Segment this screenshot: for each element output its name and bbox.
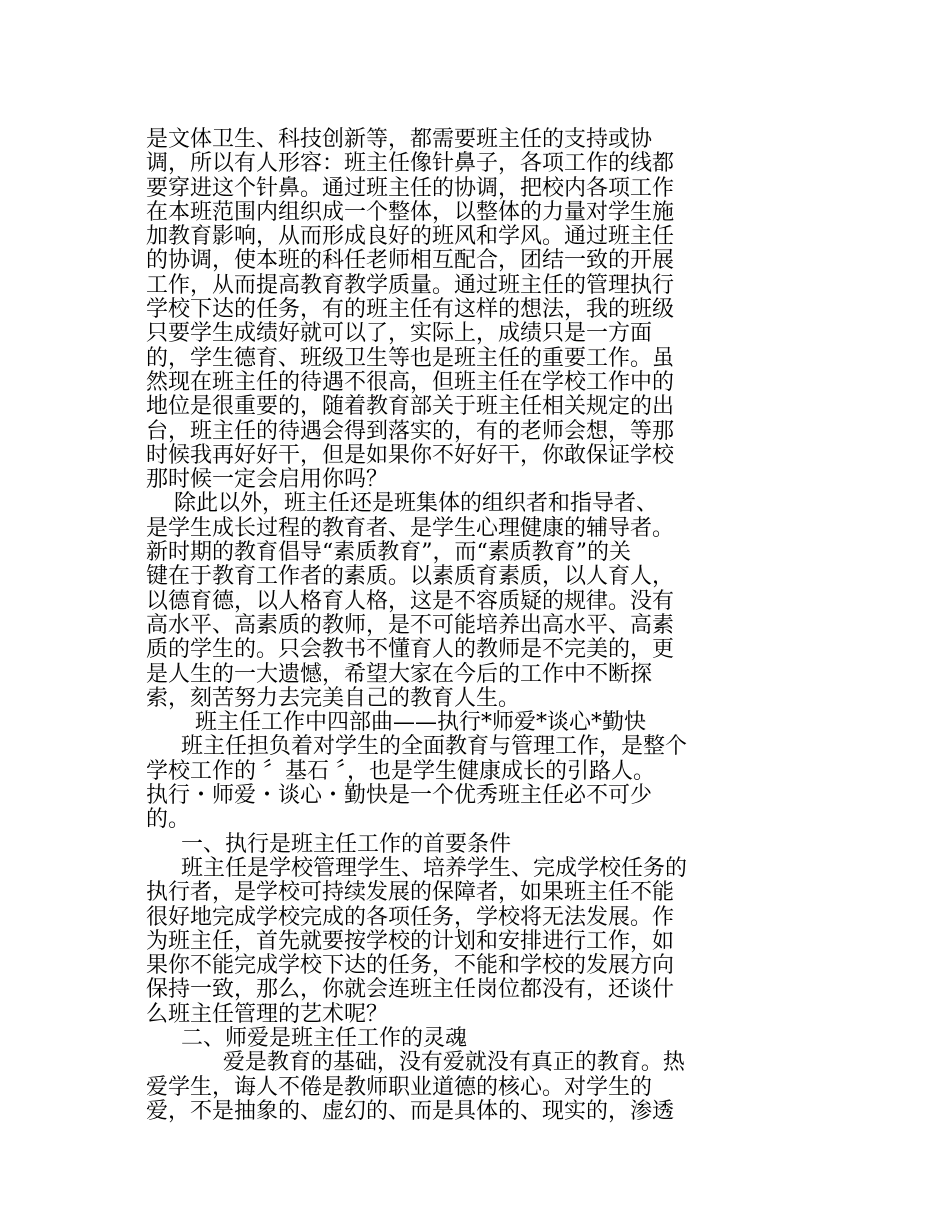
text-line: 执行者，是学校可持续发展的保障者，如果班主任不能 (146, 880, 675, 906)
text-line: 执行・师爱・谈心・勤快是一个优秀班主任必不可少 (146, 783, 653, 809)
subsection-heading: 二、师爱是班主任工作的灵魂 (146, 1025, 467, 1051)
text-line: 键在于教育工作者的素质。以素质育素质，以人育人， (146, 564, 675, 590)
text-line: 的，学生德育、班级卫生等也是班主任的重要工作。虽 (146, 345, 675, 371)
text-line: 然现在班主任的待遇不很高，但班主任在学校工作中的 (146, 369, 675, 395)
text-line: 台，班主任的待遇会得到落实的，有的老师会想，等那 (146, 418, 675, 444)
text-line: 时候我再好好干，但是如果你不好好干，你敢保证学校 (146, 442, 675, 468)
text-line: 要穿进这个针鼻。通过班主任的协调，把校内各项工作 (146, 175, 675, 201)
subsection-heading: 一、执行是班主任工作的首要条件 (146, 831, 511, 857)
text-line: 么班主任管理的艺术呢？ (146, 1001, 389, 1027)
text-line: 是文体卫生、科技创新等，都需要班主任的支持或协 (146, 127, 653, 152)
text-line: 索，刻苦努力去完美自己的教育人生。 (146, 685, 521, 711)
text-line: 在本班范围内组织成一个整体，以整体的力量对学生施 (146, 199, 675, 225)
document-body (146, 128, 766, 1124)
text-line: 的协调，使本班的科任老师相互配合，团结一致的开展 (146, 248, 675, 274)
text-line: 高水平、高素质的教师，是不可能培养出高水平、高素 (146, 612, 675, 638)
text-line: 以德育德，以人格育人格，这是不容质疑的规律。没有 (146, 588, 675, 614)
text-line: 新时期的教育倡导“素质教育”，而“素质教育”的关 (146, 540, 631, 566)
text-line: 班主任担负着对学生的全面教育与管理工作，是整个 (146, 734, 687, 760)
text-line: 爱学生，诲人不倦是教师职业道德的核心。对学生的 (146, 1074, 653, 1100)
text-line: 那时候一定会启用你吗？ (146, 467, 389, 493)
text-line: 只要学生成绩好就可以了，实际上，成绩只是一方面 (146, 321, 653, 347)
text-line: 保持一致，那么，你就会连班主任岗位都没有，还谈什 (146, 977, 675, 1003)
text-line: 质的学生的。只会教书不懂育人的教师是不完美的，更 (146, 637, 675, 663)
text-line: 为班主任，首先就要按学校的计划和安排进行工作，如 (146, 928, 675, 954)
text-line: 地位是很重要的，随着教育部关于班主任相关规定的出 (146, 394, 675, 420)
text-line: 爱是教育的基础，没有爱就没有真正的教育。热 (146, 1050, 685, 1076)
text-line: 工作，从而提高教育教学质量。通过班主任的管理执行 (146, 272, 675, 298)
text-line: 的。 (146, 807, 191, 833)
text-line: 加教育影响，从而形成良好的班风和学风。通过班主任 (146, 224, 675, 250)
section-heading: 班主任工作中四部曲——执行*师爱*谈心*勤快 (146, 710, 646, 736)
text-line: 爱，不是抽象的、虚幻的、而是具体的、现实的，渗透 (146, 1098, 675, 1124)
text-line: 是人生的一大遗憾，希望大家在今后的工作中不断探 (146, 661, 653, 687)
text-line: 除此以外，班主任还是班集体的组织者和指导者、 (146, 491, 658, 517)
text-line: 是学生成长过程的教育者、是学生心理健康的辅导者。 (146, 515, 675, 541)
text-line: 果你不能完成学校下达的任务，不能和学校的发展方向 (146, 953, 675, 979)
text-line: 班主任是学校管理学生、培养学生、完成学校任务的 (146, 855, 687, 881)
text-line: 学校下达的任务，有的班主任有这样的想法，我的班级 (146, 297, 675, 323)
text-line: 调，所以有人形容：班主任像针鼻子，各项工作的线都 (146, 151, 675, 177)
text-line: 学校工作的 〞基石 〞，也是学生健康成长的引路人。 (146, 758, 655, 784)
text-line: 很好地完成学校完成的各项任务，学校将无法发展。作 (146, 904, 675, 930)
